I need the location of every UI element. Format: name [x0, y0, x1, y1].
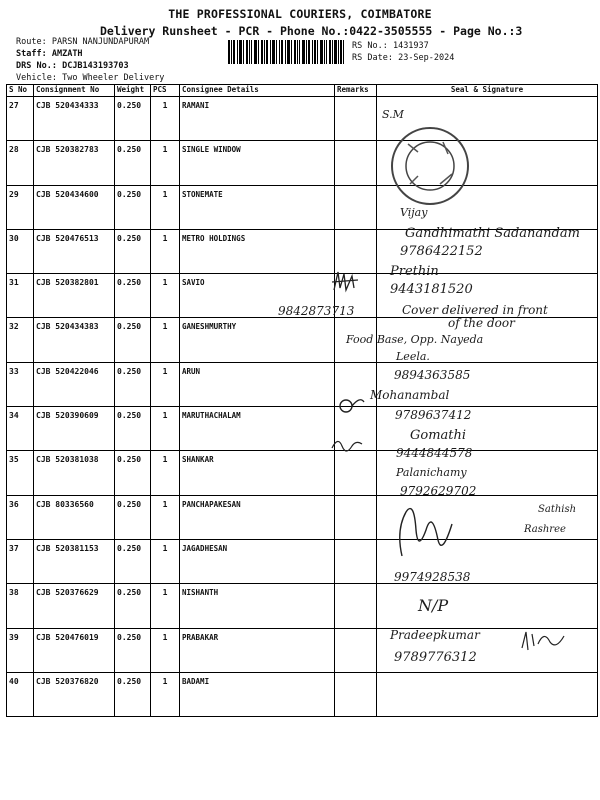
signature-scribble-31 — [330, 268, 360, 294]
cell-weight: 0.250 — [115, 672, 151, 716]
rs-date-value: 23-Sep-2024 — [398, 53, 455, 63]
runsheet-heading: Delivery Runsheet - PCR - Phone No.:0422-3505555 - Page No.:3 — [100, 24, 523, 38]
hw-text-19: 9974928538 — [394, 570, 471, 584]
cell-weight: 0.250 — [115, 362, 151, 406]
cell-cno: CJB 520376820 — [34, 672, 115, 716]
col-header-remarks: Remarks — [335, 85, 377, 97]
cell-consignee: RAMANI — [180, 97, 335, 141]
cell-remarks — [335, 539, 377, 583]
cell-weight: 0.250 — [115, 274, 151, 318]
cell-consignee: PRABAKAR — [180, 628, 335, 672]
cell-weight: 0.250 — [115, 229, 151, 273]
cell-cno: CJB 520476513 — [34, 229, 115, 273]
hw-text-4: 9443181520 — [390, 282, 473, 297]
table-row — [7, 407, 598, 451]
rs-no-line — [352, 41, 429, 51]
rs-no-value: 1431937 — [392, 41, 429, 51]
cell-remarks — [335, 672, 377, 716]
cell-sno: 36 — [7, 495, 34, 539]
cell-pcs: 1 — [151, 362, 180, 406]
cell-weight: 0.250 — [115, 318, 151, 362]
staff-line — [16, 49, 83, 59]
signature-scribble-37 — [392, 500, 462, 560]
cell-weight: 0.250 — [115, 451, 151, 495]
hw-text-5: 9842873713 — [278, 304, 355, 318]
hw-text-8: Food Base, Opp. Nayeda — [346, 333, 484, 346]
table-row — [7, 672, 598, 716]
cell-pcs: 1 — [151, 539, 180, 583]
cell-pcs: 1 — [151, 141, 180, 185]
hw-text-9: Leela. — [396, 350, 430, 363]
hw-text-14: 9444844578 — [396, 446, 473, 460]
cell-weight: 0.250 — [115, 185, 151, 229]
staff-value: AMZATH — [51, 49, 83, 59]
cell-consignee: SINGLE WINDOW — [180, 141, 335, 185]
cell-consignee: BADAMI — [180, 672, 335, 716]
table-row — [7, 584, 598, 628]
cell-weight: 0.250 — [115, 495, 151, 539]
hw-text-3: Prethin — [390, 264, 439, 279]
table-row — [7, 362, 598, 406]
cell-weight: 0.250 — [115, 141, 151, 185]
company-seal-stamp — [388, 124, 472, 208]
cell-remarks — [335, 97, 377, 141]
cell-remarks — [335, 584, 377, 628]
cell-sno: 38 — [7, 584, 34, 628]
hw-text-20: N/P — [418, 596, 449, 615]
hw-text-18: Rashree — [524, 524, 566, 535]
cell-sno: 33 — [7, 362, 34, 406]
vehicle-label: Vehicle: — [16, 73, 57, 83]
hw-sign-27: S.M — [382, 108, 404, 121]
cell-consignee: NISHANTH — [180, 584, 335, 628]
barcode-image — [228, 40, 344, 64]
cell-sno: 29 — [7, 185, 34, 229]
cell-consignee: GANESHMURTHY — [180, 318, 335, 362]
cell-remarks — [335, 451, 377, 495]
cell-pcs: 1 — [151, 407, 180, 451]
hw-text-17: Sathish — [538, 504, 577, 515]
cell-pcs: 1 — [151, 185, 180, 229]
rs-no-label: RS No.: — [352, 41, 388, 51]
cell-sno: 30 — [7, 229, 34, 273]
cell-remarks — [335, 185, 377, 229]
hw-text-10: 9894363585 — [394, 368, 471, 382]
cell-pcs: 1 — [151, 318, 180, 362]
cell-pcs: 1 — [151, 672, 180, 716]
company-title: THE PROFESSIONAL COURIERS, COIMBATORE — [168, 7, 432, 21]
cell-seal-signature — [377, 584, 598, 628]
cell-cno: CJB 520434333 — [34, 97, 115, 141]
table-row — [7, 141, 598, 185]
rs-date-label: RS Date: — [352, 53, 393, 63]
cell-weight: 0.250 — [115, 407, 151, 451]
col-header-weight: Weight — [115, 85, 151, 97]
cell-cno: CJB 80336560 — [34, 495, 115, 539]
drs-label: DRS No.: — [16, 61, 57, 71]
cell-pcs: 1 — [151, 628, 180, 672]
cell-remarks — [335, 141, 377, 185]
cell-cno: CJB 520434600 — [34, 185, 115, 229]
cell-consignee: STONEMATE — [180, 185, 335, 229]
hw-text-2: 9786422152 — [400, 244, 483, 259]
drs-line — [16, 61, 129, 71]
cell-consignee: JAGADHESAN — [180, 539, 335, 583]
route-label: Route: — [16, 37, 47, 47]
runsheet-table — [6, 84, 598, 717]
cell-cno: CJB 520381038 — [34, 451, 115, 495]
vehicle-value: Two Wheeler Delivery — [62, 73, 165, 83]
cell-sno: 37 — [7, 539, 34, 583]
col-header-pcs: PCS — [151, 85, 180, 97]
hw-text-13: Gomathi — [410, 428, 467, 443]
cell-weight: 0.250 — [115, 584, 151, 628]
table-row — [7, 495, 598, 539]
cell-consignee: PANCHAPAKESAN — [180, 495, 335, 539]
table-row — [7, 97, 598, 141]
table-row — [7, 185, 598, 229]
signature-scribble-40 — [520, 628, 566, 656]
cell-consignee: SHANKAR — [180, 451, 335, 495]
col-header-seal: Seal & Signature — [377, 85, 598, 97]
cell-sno: 31 — [7, 274, 34, 318]
cell-sno: 27 — [7, 97, 34, 141]
cell-pcs: 1 — [151, 97, 180, 141]
cell-pcs: 1 — [151, 584, 180, 628]
col-header-consignee: Consignee Details — [180, 85, 335, 97]
route-line — [16, 37, 149, 47]
cell-remarks — [335, 495, 377, 539]
hw-text-11: Mohanambal — [370, 388, 450, 402]
signature-scribble-34 — [336, 392, 366, 416]
cell-consignee: MARUTHACHALAM — [180, 407, 335, 451]
table-row — [7, 539, 598, 583]
cell-cno: CJB 520382783 — [34, 141, 115, 185]
cell-cno: CJB 520376629 — [34, 584, 115, 628]
cell-cno: CJB 520434383 — [34, 318, 115, 362]
cell-cno: CJB 520476019 — [34, 628, 115, 672]
cell-remarks — [335, 628, 377, 672]
hw-sign-29: Vijay — [400, 206, 428, 219]
cell-cno: CJB 520381153 — [34, 539, 115, 583]
drs-value: DCJB143193703 — [62, 61, 129, 71]
table-row — [7, 628, 598, 672]
cell-consignee: METRO HOLDINGS — [180, 229, 335, 273]
cell-weight: 0.250 — [115, 539, 151, 583]
cell-pcs: 1 — [151, 451, 180, 495]
table-row — [7, 451, 598, 495]
cell-sno: 35 — [7, 451, 34, 495]
hw-text-1: Gandhimathi Sadanandam — [405, 226, 580, 241]
rs-date-line — [352, 53, 454, 63]
hw-text-6: Cover delivered in front — [402, 303, 548, 317]
col-header-sno: S No — [7, 85, 34, 97]
cell-consignee: SAVIO — [180, 274, 335, 318]
cell-pcs: 1 — [151, 229, 180, 273]
cell-weight: 0.250 — [115, 628, 151, 672]
cell-sno: 32 — [7, 318, 34, 362]
hw-text-22: 9789776312 — [394, 650, 477, 665]
cell-sno: 28 — [7, 141, 34, 185]
cell-sno: 39 — [7, 628, 34, 672]
vehicle-line — [16, 73, 164, 83]
cell-pcs: 1 — [151, 495, 180, 539]
cell-consignee: ARUN — [180, 362, 335, 406]
cell-seal-signature — [377, 672, 598, 716]
cell-cno: CJB 520422046 — [34, 362, 115, 406]
col-header-consignment: Consignment No — [34, 85, 115, 97]
hw-text-15: Palanichamy — [396, 466, 467, 479]
table-header-row — [7, 85, 598, 97]
route-value: PARSN NANJUNDAPURAM — [51, 37, 150, 47]
hw-text-16: 9792629702 — [400, 484, 477, 498]
hw-text-12: 9789637412 — [395, 408, 472, 422]
cell-cno: CJB 520390609 — [34, 407, 115, 451]
cell-sno: 34 — [7, 407, 34, 451]
cell-sno: 40 — [7, 672, 34, 716]
cell-pcs: 1 — [151, 274, 180, 318]
hw-text-21: Pradeepkumar — [390, 628, 480, 642]
staff-label: Staff: — [16, 49, 47, 59]
cell-cno: CJB 520382801 — [34, 274, 115, 318]
hw-text-7: of the door — [448, 316, 515, 330]
signature-scribble-35 — [328, 434, 364, 456]
cell-weight: 0.250 — [115, 97, 151, 141]
